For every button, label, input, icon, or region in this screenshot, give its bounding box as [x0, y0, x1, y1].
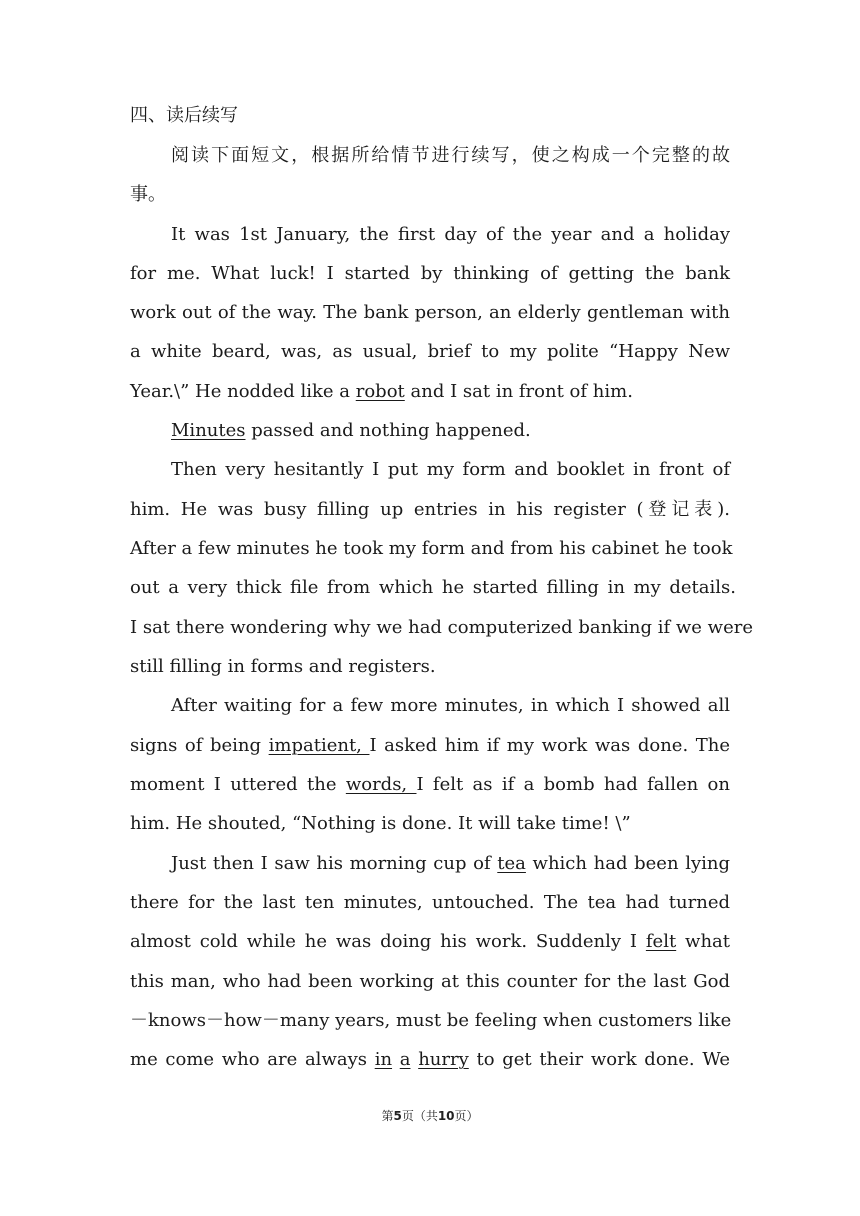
passage-line: Then very hesitantly I put my form and booklet in front of	[171, 459, 730, 480]
passage-line	[130, 1048, 730, 1072]
passage-text: and I sat in front of him.	[404, 381, 633, 402]
passage-line: out a very thick file from which he started filling in my details.	[130, 577, 736, 598]
passage-line: for me. What luck! I started by thinking of getting the bank	[130, 263, 730, 284]
footer-suffix: 页）	[454, 1109, 479, 1123]
passage-text: signs of being	[130, 735, 269, 756]
underlined-word: words,	[345, 774, 417, 795]
passage-line: After waiting for a few more minutes, in which I showed all	[171, 695, 730, 716]
passage-line: It was 1st January, the first day of the year and a holiday	[171, 224, 730, 245]
passage-text: me come who are always	[130, 1049, 375, 1070]
passage-line: work out of the way. The bank person, an elderly gentleman with	[130, 302, 730, 323]
passage-line: After a few minutes he took my form and from his cabinet he took	[130, 538, 733, 559]
instruction-line-2: 事。	[130, 184, 166, 205]
passage-line: －knows－how－many years, must be feeling when customers like	[130, 1010, 732, 1031]
passage-line	[171, 419, 771, 443]
underlined-word: in	[374, 1049, 393, 1070]
underlined-word: robot	[355, 381, 405, 402]
passage-text: Year.\” He nodded like a	[130, 381, 356, 402]
passage-line: still filling in forms and registers.	[130, 656, 436, 677]
footer-page-number: 5	[393, 1109, 402, 1123]
passage-line	[130, 930, 730, 954]
footer-middle: 页（共	[401, 1109, 438, 1123]
passage-text: I felt as if a bomb had fallen on	[416, 774, 730, 795]
passage-line: him. He was busy filling up entries in his register (登记表).	[130, 499, 730, 520]
underlined-word: tea	[497, 853, 526, 874]
passage-text	[392, 1049, 400, 1070]
passage-line	[130, 773, 730, 797]
underlined-word: felt	[645, 931, 677, 952]
underlined-word: impatient,	[268, 735, 370, 756]
passage-text: Just then I saw his morning cup of	[171, 853, 498, 874]
section-heading: 四、读后续写	[130, 105, 238, 126]
passage-text: which had been lying	[525, 853, 730, 874]
passage-line	[130, 734, 730, 758]
passage-text: to get their work done. We	[468, 1049, 731, 1070]
passage-text: moment I uttered the	[130, 774, 346, 795]
footer-prefix: 第	[381, 1109, 394, 1123]
underlined-word: hurry	[418, 1049, 469, 1070]
passage-line	[171, 852, 730, 876]
passage-line: him. He shouted, “Nothing is done. It will take time! \”	[130, 813, 631, 834]
passage-line: a white beard, was, as usual, brief to my polite “Happy New	[130, 341, 730, 362]
passage-text: passed and nothing happened.	[245, 420, 531, 441]
passage-text: almost cold while he was doing his work. Suddenly I	[130, 931, 646, 952]
passage-text: I asked him if my work was done. The	[369, 735, 730, 756]
passage-line	[130, 380, 730, 404]
underlined-word: a	[399, 1049, 411, 1070]
passage-text: what	[676, 931, 730, 952]
passage-line: this man, who had been working at this counter for the last God	[130, 971, 730, 992]
page-footer	[0, 1108, 860, 1124]
underlined-word: Minutes	[171, 420, 246, 441]
instruction-line-1: 阅读下面短文，根据所给情节进行续写，使之构成一个完整的故	[171, 145, 730, 166]
footer-total-pages: 10	[437, 1109, 455, 1123]
passage-line: I sat there wondering why we had computerized banking if we were	[130, 617, 753, 638]
passage-line: there for the last ten minutes, untouched. The tea had turned	[130, 892, 730, 913]
